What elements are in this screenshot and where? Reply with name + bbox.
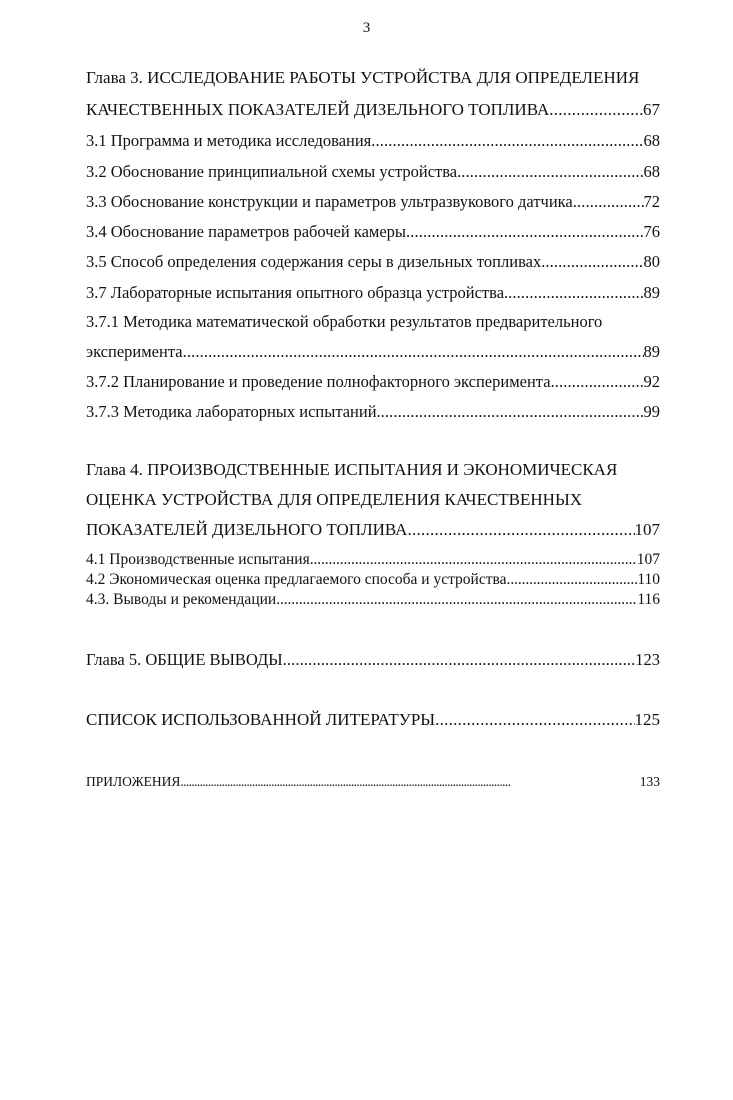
- leader-dots: [510, 570, 637, 590]
- chapter5-page: 123: [635, 650, 660, 669]
- toc-entry: [86, 590, 660, 610]
- page-number: 3: [362, 20, 371, 36]
- toc-entry-text: 3.7 Лабораторные испытания опытного образца устройства.: [86, 283, 509, 302]
- toc-entry: [86, 192, 660, 212]
- appendices-page: 133: [639, 774, 660, 789]
- chapter5-text: Глава 5. ОБЩИЕ ВЫВОДЫ: [86, 650, 283, 669]
- chapter3-title-line2: [86, 100, 660, 120]
- toc-entry-text: 3.1 Программа и методика исследования: [86, 131, 372, 150]
- toc-entry: [86, 131, 660, 151]
- toc-entry-page: 92: [643, 372, 660, 391]
- toc-entry-page: 68: [643, 131, 660, 150]
- references-page: 125: [634, 710, 660, 729]
- chapter4-title-line1: Глава 4. ПРОИЗВОДСТВЕННЫЕ ИСПЫТАНИЯ И ЭКОНОМИЧЕСКАЯ: [86, 460, 618, 479]
- toc-entry-page: 110: [637, 571, 660, 588]
- leader-dots: [508, 283, 643, 303]
- leader-dots: [283, 650, 636, 670]
- toc-entry-text: 4.2 Экономическая оценка предлагаемого способа и устройства.: [86, 571, 511, 588]
- toc-entry-text: 3.2 Обоснование принципиальной схемы устройства.: [86, 162, 462, 181]
- leader-dots: [573, 192, 644, 212]
- appendices-text: ПРИЛОЖЕНИЯ: [86, 774, 181, 789]
- chapter4-title-text: ПОКАЗАТЕЛЕЙ ДИЗЕЛЬНОГО ТОПЛИВА: [86, 520, 408, 539]
- toc-entry-page: 89: [643, 283, 660, 302]
- toc-entry-page: 76: [643, 222, 660, 241]
- toc-entry-line1: 3.7.1 Методика математической обработки результатов предварительного: [86, 312, 603, 331]
- toc-entry-page: 68: [643, 162, 660, 181]
- toc-entry-page: 107: [636, 551, 660, 568]
- toc-entry-text: эксперимента: [86, 342, 183, 361]
- leader-dots: [407, 520, 634, 540]
- toc-entry: [86, 342, 660, 362]
- chapter4-title-line3: [86, 520, 660, 540]
- appendices-entry: [86, 772, 660, 792]
- toc-entry-text: 4.3. Выводы и рекомендации: [86, 591, 277, 608]
- chapter5-entry: [86, 650, 660, 670]
- leader-dots: [549, 100, 643, 120]
- chapter4-title-line2: ОЦЕНКА УСТРОЙСТВА ДЛЯ ОПРЕДЕЛЕНИЯ КАЧЕСТВЕННЫХ: [86, 490, 583, 509]
- toc-entry-page: 80: [643, 252, 660, 271]
- toc-entry: [86, 222, 660, 242]
- toc-entry: [86, 162, 660, 182]
- leader-dots: [310, 550, 637, 570]
- toc-entry: [86, 550, 660, 570]
- leader-dots: [551, 372, 644, 392]
- chapter3-title-line1: Глава 3. ИССЛЕДОВАНИЕ РАБОТЫ УСТРОЙСТВА ДЛЯ ОПРЕДЕЛЕНИЯ: [86, 68, 640, 87]
- leader-dots: [371, 131, 643, 151]
- leader-dots: [461, 162, 643, 182]
- toc-entry: [86, 402, 660, 422]
- references-text: СПИСОК ИСПОЛЬЗОВАННОЙ ЛИТЕРАТУРЫ: [86, 710, 436, 729]
- toc-entry-page: 72: [643, 192, 660, 211]
- references-entry: [86, 710, 660, 730]
- leader-dots: [435, 710, 634, 730]
- chapter4-title-page: 107: [634, 520, 660, 539]
- chapter3-title-page: 67: [643, 100, 660, 119]
- leader-dots: [276, 590, 637, 610]
- leader-dots: [183, 342, 644, 362]
- toc-entry-text: 3.7.2 Планирование и проведение полнофакторного эксперимента: [86, 372, 551, 391]
- toc-entry-page: 89: [643, 342, 660, 361]
- toc-entry: [86, 372, 660, 392]
- toc-entry-text: 3.4 Обоснование параметров рабочей камеры: [86, 222, 407, 241]
- toc-entry-text: 3.5 Способ определения содержания серы в дизельных топливах.: [86, 252, 546, 271]
- toc-entry-text: 4.1 Производственные испытания: [86, 551, 310, 568]
- toc-entry-text: 3.3 Обоснование конструкции и параметров ультразвукового датчика: [86, 192, 573, 211]
- chapter3-title-text: КАЧЕСТВЕННЫХ ПОКАЗАТЕЛЕЙ ДИЗЕЛЬНОГО ТОПЛИВА: [86, 100, 550, 119]
- toc-entry-page: 99: [643, 402, 660, 421]
- toc-entry-page: 116: [637, 591, 660, 608]
- leader-dots: [545, 252, 643, 272]
- toc-entry: [86, 283, 660, 303]
- toc-entry: [86, 252, 660, 272]
- toc-entry: [86, 570, 660, 590]
- toc-entry-text: 3.7.3 Методика лабораторных испытаний.: [86, 402, 381, 421]
- leader-dots: [180, 772, 639, 792]
- leader-dots: [381, 402, 644, 422]
- leader-dots: [406, 222, 643, 242]
